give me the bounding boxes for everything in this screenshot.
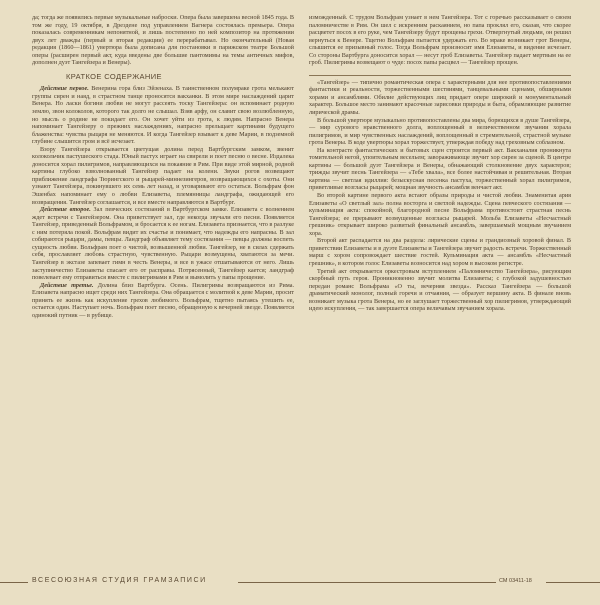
footer-rule-left [0,582,28,583]
section-divider [309,75,571,76]
act1-text: Венерина гора близ Эйзенаха. В таинственном полумраке грота мелькают группы сирен и наяд, в страстном танце проносятся вакханки. В этом мире наслаждений царит Венера. Но ласки богини любви не могут рассеять тоску Тангейзера: он вспоминает родную землю, звон колоколов, которого так долго не слышал. Взяв арфу, он славит свою возлюбленную, но мысль о родине не покидает его. Он хочет уйти из грота, к людям. Напрасно Венера напоминает Тангейзеру о прежних наслаждениях, напрасно прельщает картинами будущего блаженства: чувства рыцаря не меняются. И когда Тангейзер взывает к деве Марии, в подземной глубине слышится гром и всё исчезает. [32,85,294,146]
catalog-code: СМ 03411-18 [499,578,532,584]
act2-text: Зал певческих состязаний в Вартбургском замке. Елизавета с волнением ждет встречи с Тангейзером. Она приветствует зал, где некогда звучали его песни. Появляется Тангейзер, приведенный Вольфрамом, и бросается к ее ногам. Елизавета признается, что в разлуке с ним потеряла покой. Вольфрам видит их счастье и понимает, что надежды его напрасны. В зал собираются рыцари, дамы, певцы. Ландграф объявляет тему состязания — певцы должны воспеть сущность любви. Вольфрам поет о чистой, возвышенной любви. Тангейзер, не в силах сдержать себя, прославляет любовь страстную, чувственную. Рыцари возмущены, хватаются за мечи. Тангейзер в экстазе запевает гимн в честь Венеры, и все в ужасе отшатываются от него. Лишь заступничество Елизаветы спасает его от расправы. Потрясенный, Тангейзер кается; ландграф повелевает ему отправиться вместе с пилигримами в Рим и вымолить у папы прощение. [32,206,294,282]
act3-paragraph [32,282,294,320]
right-paragraph-5: Во второй картине первого акта встают образы природы и чистой любви. Знаменитая ария Елизаветы «О светлый зал» полна восторга и светлой надежды. Сцена певческого состязания — кульминация акта: спокойной, благородной песне Вольфрама противостоит страстная песнь Тангейзера; ее прерывают возмущенные возгласы рыцарей. Мольба Елизаветы «Несчастный грешник» открывает широко развитый финальный ансамбль, завершаемый мощным звучанием хора. [309,192,571,237]
act1-paragraph-2: Взору Тангейзера открывается цветущая долина перед Вартбургским замком, звенит колокольчик пастушеского стада. Юный пастух играет на свирели и поет песню о весне. Издалека доносится хорал пилигримов, направляющихся на покаяние в Рим. При виде этой мирной, родной картины глубоко взволнованный Тангейзер падает на колени. Звуки рогов возвещают приближение ландграфа Тюрингского и рыцарей-миннезингеров, возвращающихся с охоты. Они узнают Тангейзера, покинувшего их семь лет назад, и уговаривают его остаться. Вольфрам фон Эшенбах напоминает ему о любви Елизаветы, племянницы ландграфа, ожидающей его возвращения. Тангейзер соглашается, и все вместе направляются в Вартбург. [32,145,294,206]
act2-label: Действие второе. [40,206,91,214]
intro-paragraph: да; тогда же появились первые музыкальные наброски. Опера была завершена весной 1845 года. В том же году, 19 октября, в Дрездене под управлением Вагнера состоялась премьера. Опера показалась современникам непонятной, и лишь постепенно по ней композитор на протяжении двух лет дважды (первый и вторая редакции) ее перерабатывал. Но окончательный (Новая редакция (1860—1861) увертюра была дописана для постановки в парижском театре Большой оперы (расширен первый акт, куда введены две большие пантомимы на темы античных мифов, дополнен дуэт Тангейзера и Венеры). [32,14,294,67]
act1-label: Действие первое. [40,85,89,93]
right-column [309,14,571,574]
footer-rule-right [546,582,600,583]
act3-text: Долина близ Вартбурга. Осень. Пилигримы возвращаются из Рима. Елизавета напрасно ищет среди них Тангейзера. Она обращается с молитвой к деве Марии, просит принять ее жизнь как искупление грехов любимого. Вольфрам, тщетно пытаясь утешить ее, остается один. Наступает ночь. Вольфрам поет песню, обращенную к вечерней звезде. Появляется одинокий путник — в рубище. [32,281,294,319]
left-column [32,14,294,584]
right-paragraph-7: Третий акт открывается оркестровым вступлением «Паломничество Тангейзера», рисующим скорбный путь героя. Проникновенно звучит молитва Елизаветы; с глубокой задушевностью передан романс Вольфрама «О ты, вечерняя звезда». Рассказ Тангейзера — большой драматический монолог, полный горечи и отчаяния, — образует вершину акта. В финале вновь возникает музыка грота Венеры, но ее заглушает торжественный хор пилигримов, утверждающий идею искупления, — так завершается опера величавым звучанием хорала. [309,267,571,313]
act3-label: Действие третье. [40,281,94,289]
act1-paragraph [32,85,294,145]
act2-paragraph [32,206,294,281]
studio-name: ВСЕСОЮЗНАЯ СТУДИЯ ГРАМЗАПИСИ [32,577,207,584]
footer-bar [0,573,600,593]
right-paragraph-6: Второй акт распадается на два раздела: лирические сцены и грандиозный хоровой финал. В приветствии Елизаветы и в дуэте Елизаветы и Тангейзера звучит радость встречи. Торжественный марш с хором сопровождает шествие гостей. Кульминация акта — ансамбль «Несчастный грешник», в котором голос Елизаветы возносится над хором в высоком регистре. [309,237,571,267]
section-gap [309,67,571,75]
right-paragraph-2: «Тангейзер» — типично романтическая опера с характерными для нее противопоставлениями фантастики и реальности, торжественными шествиями, танцевальными сценами, обширными хорами и ансамблями. Обилие действующих лиц придает опере широкий и монументальный характер. Большое место занимают красочные зарисовки природы и быта, обрамляющие развитие лирической драмы. [309,78,571,117]
section-heading: КРАТКОЕ СОДЕРЖАНИЕ [66,71,162,81]
right-paragraph-3: В большой увертюре музыкально противопоставлены два мира, борющихся в душе Тангейзера, — мир сурового нравственного долга, воплощенный в величественном звучании хорала пилигримов, и мир чувственных наслаждений, воплощенный в стремительной, страстной музыке грота Венеры. В коде увертюры хорал торжествует, утверждая победу над греховным соблазном. [309,116,571,147]
footer-rule-middle [238,582,496,583]
right-paragraph-1: изможденный. С трудом Вольфрам узнает в нем Тангейзера. Тот с горечью рассказывает о своем паломничестве в Рим. Он шел с искренним раскаянием, но папа проклял его, сказав, что скорее расцветет посох в его руке, чем Тангейзеру будут прощены грехи. Отвергнутый людьми, он решил вернуться к Венере. Тщетно Вольфрам пытается удержать его. Во мраке возникает грот Венеры, слышится ее призывный голос. Тогда Вольфрам произносит имя Елизаветы, и видение исчезает. Со стороны Вартбурга доносится хорал — несут гроб Елизаветы. Тангейзер падает мертвым на ее гроб. Пилигримы возвещают о чуде: посох папы расцвел — Тангейзер прощен. [309,14,571,67]
right-paragraph-4: На контрасте фантастических и бытовых сцен строится первый акт. Вакханалия проникнута томительной негой, упоительным весельем; завораживающе звучит хор сирен за сценой. В центре картины — большой дуэт Тангейзера и Венеры, обнажающий столкновение двух характеров; трижды звучит песнь Тангейзера — «Тебе хвала», все более настойчивая и решительная. Вторая картина — светлая идиллия: безыскусная песенка пастуха, торжественный хорал пилигримов, приветливые возгласы рыцарей; мощная звучность ансамбля венчает акт. [309,146,571,192]
